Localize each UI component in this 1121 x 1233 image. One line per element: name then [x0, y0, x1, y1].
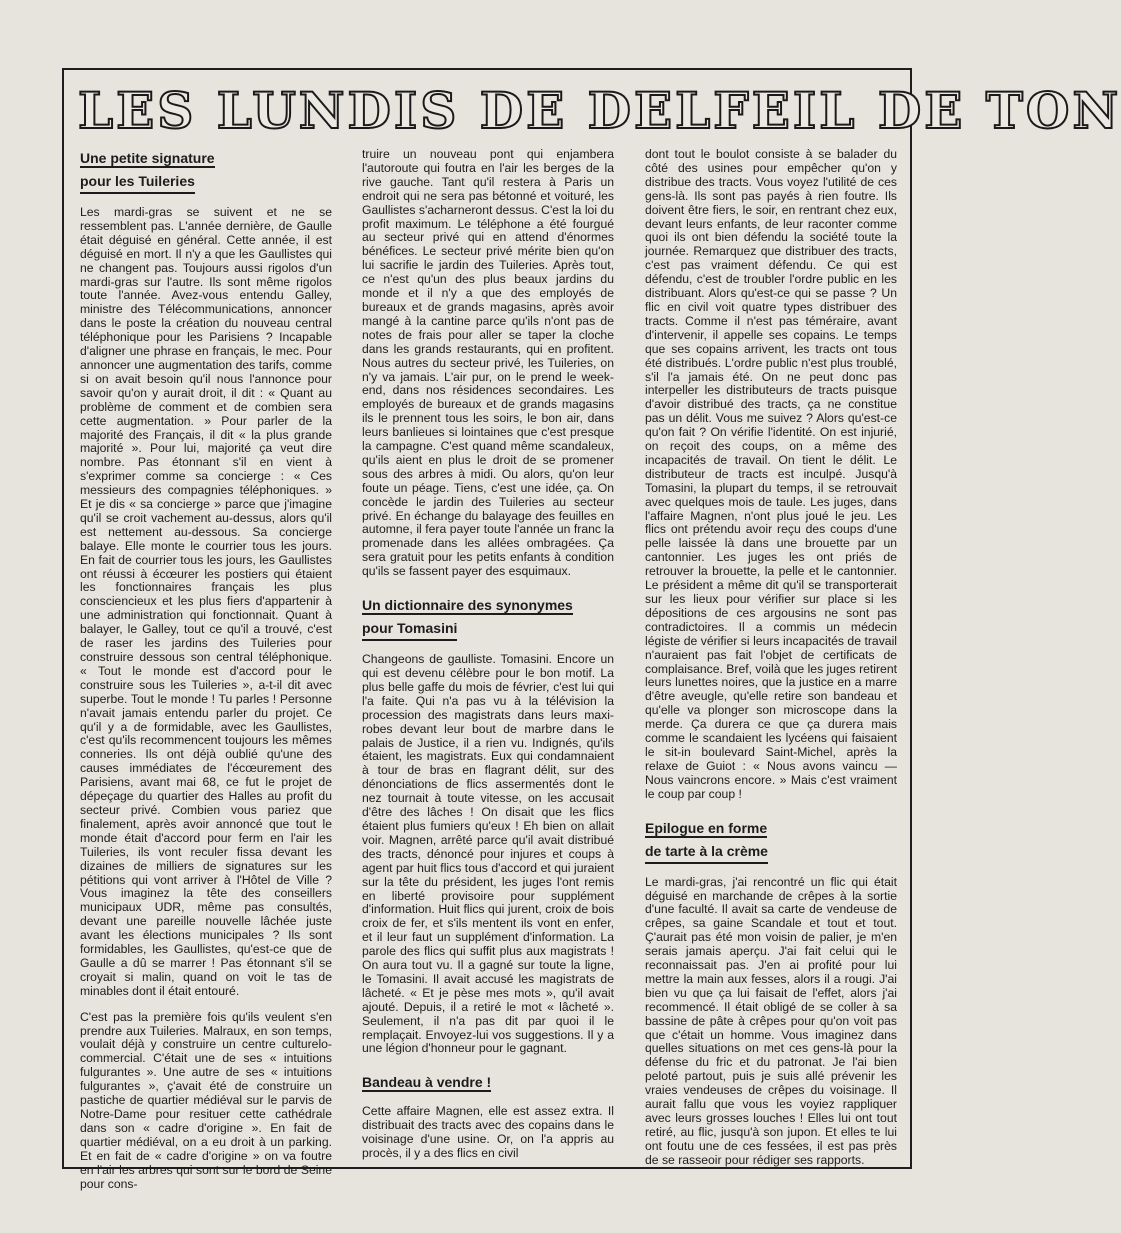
article-2-title-line1: Un dictionnaire des synonymes [362, 597, 573, 614]
article-4-title-line2: de tarte à la crème [645, 841, 768, 864]
article-2-title [362, 595, 614, 641]
masthead-title: LES LUNDIS DE DELFEIL DE TON [78, 81, 1121, 140]
article-1-paragraph-1: Les mardi-gras se suivent et ne se ressemblent pas. L'année dernière, de Gaulle était déguisé en général. Cette année, il est déguisé en mort. Il n'y a que les Gaullistes qui ne changent pas. Toujours aussi rigolos d'un mardi-gras sur l'autre. Ils sont même rigolos toute l'année. Avez-vous entendu Galley, ministre des Télécommunications, annoncer dans le poste la création du nouveau central téléphonique pour les Parisiens ? Incapable d'aligner une phrase en français, le mec. Pour annoncer une augmentation des tarifs, comme si on avait besoin qu'il nous l'annonce pour savoir qu'on y aurait droit, il dit : « Quant au problème de comment et de combien sera cette augmentation. » Pour parler de la majorité des Français, il dit « la plus grande majorité ». Pour lui, majorité ça veut dire nombre. Pas étonnant s'il en vient à s'exprimer comme sa concierge : « Ces messieurs des compagnies téléphoniques. » Et je dis « sa concierge » parce que j'imagine qu'il se croit vachement au-dessus, alors qu'il est nettement au-dessous. Sa concierge balaye. Elle monte le courrier tous les jours. En fait de courrier tous les jours, les Gaullistes ont réussi à écœurer les postiers qui étaient les fonctionnaires français les plus consciencieux et les plus fiers d'appartenir à une administration qui fonctionnait. Quant à balayer, le Galley, tout ce qu'il a trouvé, c'est de raser les jardins des Tuileries pour construire dessous son central téléphonique. « Tout le monde est d'accord pour le construire sous les Tuileries », a-t-il dit avec superbe. Tout le monde ! Tu parles ! Personne n'avait jamais entendu parler du projet. Ce qu'il y a de formidable, avec les Gaullistes, c'est qu'ils recommencent toujours les mêmes conneries. Ils ont déjà oublié qu'une des causes immédiates de l'écœurement des Parisiens, avant mai 68, ce fut le projet de dépeçage du quartier des Halles au profit du secteur privé. Combien vous pariez que finalement, après avoir annoncé que tout le monde était d'accord pour ferm en l'air les Tuileries, ils vont reculer fissa devant les dizaines de milliers de signatures sur les pétitions qui vont arriver à l'Hôtel de Ville ? Vous imaginez la tête des conseillers municipaux UDR, même pas consultés, devant une pareille nouvelle lâchée juste avant les élections municipales ? Ils sont formidables, les Gaullistes, qu'est-ce que de Gaulle a dû se marrer ! Pas étonnant s'il se croyait si malin, quand on voit le tas de minables dont il était entouré. [80, 205, 332, 998]
article-3-paragraph-2: dont tout le boulot consiste à se balader du côté des usines pour empêcher qu'on y distribue des tracts. Vous voyez l'utilité de ces gens-là. Ils sont pas payés à rien foutre. Ils doivent être fiers, le soir, en rentrant chez eux, devant leurs enfants, de leur raconter comme quoi ils ont bien défendu la société toute la journée. Remarquez que distribuer des tracts, c'est pas vraiment défendu. Ce qui est défendu, c'est de troubler l'ordre public en les distribuant. Alors qu'est-ce qui se passe ? Un flic en civil voit quatre types distribuer des tracts. Comme il n'est pas téméraire, avant d'intervenir, il appelle ses copains. Le temps que ses copains arrivent, les tracts ont tous été distribués. L'ordre public n'est plus troublé, s'il l'a jamais été. On ne peut donc pas interpeller les distributeurs de tracts puisque d'avoir distribué des tracts, ça ne constitue pas un délit. Vous me suivez ? Alors qu'est-ce qu'on fait ? On vérifie l'identité. On est injurié, on reçoit des coups, on a même des incapacités de travail. On tient le délit. Le distributeur de tracts est inculpé. Jusqu'à Tomasini, la plupart du temps, il se retrouvait avec quelques mois de taule. Les juges, dans l'affaire Magnen, n'ont plus joué le jeu. Les flics ont prétendu avoir reçu des coups d'une pelle laissée là dans une brouette par un cantonnier. Les juges les ont priés de retrouver la brouette, la pelle et le cantonnier. Le président a même dit qu'il se transporterait sur les lieux pour vérifier sur place si les dépositions de ces argousins ne sont pas contradictoires. Il a commis un médecin légiste de vérifier si leurs incapacités de travail n'auraient pas fait l'objet de certificats de complaisance. Bref, voilà que les juges retirent leurs lunettes noires, que la justice en a marre d'être aveugle, qu'elle retire son bandeau et qu'elle va plonger son microscope dans la merde. Ça durera ce que ça durera mais comme le scandaient les lycéens qui faisaient le sit-in boulevard Saint-Michel, après la relaxe de Guiot : « Nous avons vaincu — Nous vaincrons encore. » Mais c'est vraiment le coup par coup ! [645, 147, 898, 801]
article-3-heading-wrap [362, 1072, 614, 1093]
article-3-title [362, 1072, 614, 1093]
article-4-title [645, 818, 897, 864]
article-4-paragraph-1: Le mardi-gras, j'ai rencontré un flic qui était déguisé en marchande de crêpes à la sortie d'une faculté. Il avait sa carte de vendeuse de crêpes, sa gaine Scandale et tout et tout. Ç'aurait pas été mon voisin de palier, je m'en serais jamais aperçu. J'ai fait celui qui le reconnaissait pas. J'en ai profité pour lui mettre la main aux fesses, alors il a rougi. J'ai bien vu que ça lui faisait de l'effet, alors j'ai recommencé. Il était obligé de se coller à sa bassine de pâte à crêpes pour qu'on voit pas que c'était un homme. Vous imaginez dans quelles situations on met ces gens-là pour la défense du fric et du patronat. Je l'ai bien peloté partout, puis je suis allé prévenir les vraies vendeuses de crêpes du voisinage. Il aurait fallu que vous les voyiez rappliquer avec leurs grosses louches ! Elles lui ont tout retiré, au flic, jusqu'à son jupon. Et elles te lui ont foutu une de ces fessées, il est pas près de se rasseoir pour rédiger ses rapports. [645, 874, 897, 1167]
article-4-title-line1: Epilogue en forme [645, 819, 768, 836]
article-1-title [80, 148, 332, 194]
article-1-paragraph-3: truire un nouveau pont qui enjambera l'autoroute qui foutra en l'air les berges de la rive gauche. Tant qu'il restera à Paris un endroit qui ne sera pas bétonné et voituré, les Gaullistes s'acharneront dessus. C'est la loi du profit maximum. Le téléphone a été fourgué au secteur privé qui en attend d'énormes bénéfices. Le secteur privé mérite bien qu'on lui sacrifie le jardin des Tuileries. Après tout, ce n'est qu'un des plus beaux jardins du monde et il n'y a que des employés de bureaux et de grands magasins, après avoir mangé à la cantine parce qu'ils n'ont pas de notes de frais pour aller se taper la cloche dans les grands restaurants, qui en profitent. Nous autres du secteur privé, les Tuileries, on n'y va jamais. L'air pur, on le prend le week-end, dans nos résidences secondaires. Les employés de bureaux et de grands magasins ils le prennent tous les soirs, le bon air, dans leurs banlieues si lointaines que c'est presque la campagne. C'est quand même scandaleux, qu'ils aient en plus le droit de se promener sous des arbres à midi. Ou alors, qu'on leur foute un péage. Tiens, c'est une idée, ça. On concède le jardin des Tuileries au secteur privé. En échange du balayage des feuilles en automne, il fera payer toute l'année un franc la promenade dans les allées ombragées. Ça sera gratuit pour les petits enfants à condition qu'ils se fassent payer des esquimaux. [362, 147, 614, 579]
article-4-heading-wrap [645, 818, 897, 864]
article-1-paragraph-2: C'est pas la première fois qu'ils veulent s'en prendre aux Tuileries. Malraux, en son temps, voulait déjà y construire un centre culturelo-commercial. C'était une de ses « intuitions fulgurantes ». Une autre de ses « intuitions fulgurantes », ç'avait été de construire un pastiche de quartier médiéval sur le parvis de Notre-Dame pour resituer cette cathédrale dans son « cadre d'origine ». En fait de quartier médiéval, on a eu droit à un parking. Et en fait de « cadre d'origine » on va foutre en l'air les arbres qui sont sur le bord de Seine pour cons- [80, 1009, 332, 1191]
article-3-paragraph-1: Cette affaire Magnen, elle est assez extra. Il distribuait des tracts avec des copains dans le voisinage d'une usine. Or, on l'a appris au procès, il y a des flics en civil [362, 1104, 614, 1161]
article-1-title-line1: Une petite signature [80, 150, 215, 166]
article-2-heading-wrap [362, 595, 614, 641]
column-3 [645, 148, 897, 1180]
article-3-title-text: Bandeau à vendre ! [362, 1074, 492, 1091]
article-1-title-line2: pour les Tuileries [80, 171, 195, 194]
article-2-paragraph-1: Changeons de gaulliste. Tomasini. Encore un qui est devenu célèbre pour le bon motif. La plus belle gaffe du mois de février, c'est lui qui l'a faite. Qui n'a pas vu à la télévision la procession des magistrats dans leurs maxi-robes devant leur bout de marbre dans le palais de Justice, il a rien vu. Indignés, qu'ils étaient, les magistrats. Eux qui condamnaient à tour de bras en flagrant délit, sur des dénonciations de flics assermentés dont le nez tournait à toute vitesse, on les accusait d'être des lâches ! On disait que les flics étaient plus fumiers qu'eux ! Eh bien on allait voir. Magnen, arrêté parce qu'il avait distribué des tracts, dénoncé pour injures et coups à agent par huit flics tous d'accord et qui juraient sur la tête du président, les juges l'ont remis en liberté provisoire pour supplément d'information. Huit flics qui jurent, croix de bois croix de fer, et s'ils mentent ils vont en enfer, et il leur faut un supplément d'information. La parole des flics qui suffit plus aux magistrats ! On aura tout vu. Il a gagné sur toute la ligne, le Tomasini. Il avait accusé les magistrats de lâcheté. « Et je pèse mes mots », qu'il avait ajouté. Depuis, il a retiré le mot « lâcheté ». Seulement, il n'a pas dit par quoi il le remplaçait. Envoyez-lui vos suggestions. Il y a une légion d'honneur pour le gagnant. [362, 652, 614, 1056]
article-2-title-line2: pour Tomasini [362, 618, 457, 641]
column-2 [362, 148, 614, 1173]
column-1 [80, 148, 332, 1203]
